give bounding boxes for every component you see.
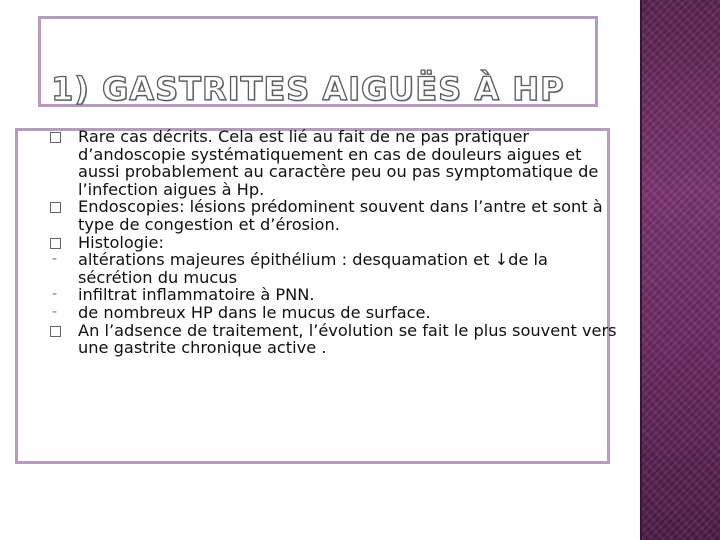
bullet-text: altérations majeures épithélium : desquamation et ↓de la sécrétion du mucus — [78, 250, 548, 287]
bullet-item — [50, 322, 620, 357]
bullet-item — [50, 128, 620, 198]
bullet-text: infiltrat inflammatoire à PNN. — [78, 285, 315, 305]
checkbox-bullet-icon — [50, 128, 68, 148]
title-frame — [38, 16, 598, 107]
checkbox-bullet-icon — [50, 322, 68, 342]
bullet-text: de nombreux HP dans le mucus de surface. — [78, 302, 431, 322]
dash-bullet-icon: - — [52, 303, 58, 320]
bullet-text: Histologie: — [78, 232, 164, 252]
sub-bullet-item — [50, 286, 620, 304]
slide-body — [50, 128, 620, 357]
slide-title: 1) GASTRITES AIGUËS À HP — [51, 70, 565, 108]
bullet-text: An l’adsence de traitement, l’évolution se fait le plus souvent vers une gastrite chronique active . — [78, 320, 617, 358]
sub-bullet-item — [50, 304, 620, 322]
dash-bullet-icon: - — [52, 286, 58, 303]
bullet-text: Rare cas décrits. Cela est lié au fait de ne pas pratiquer d’andoscopie systématiquement en cas de douleurs aigues et aussi probablement au caractère peu ou pas symptomatique de l’infection aigues à Hp. — [78, 127, 599, 199]
dash-bullet-icon: - — [52, 251, 58, 268]
sub-bullet-item — [50, 251, 620, 286]
bullet-item — [50, 234, 620, 252]
decorative-side-panel — [642, 0, 720, 540]
checkbox-bullet-icon — [50, 198, 68, 218]
bullet-item — [50, 198, 620, 233]
bullet-text: Endoscopies: lésions prédominent souvent dans l’antre et sont à type de congestion et d’érosion. — [78, 197, 603, 234]
